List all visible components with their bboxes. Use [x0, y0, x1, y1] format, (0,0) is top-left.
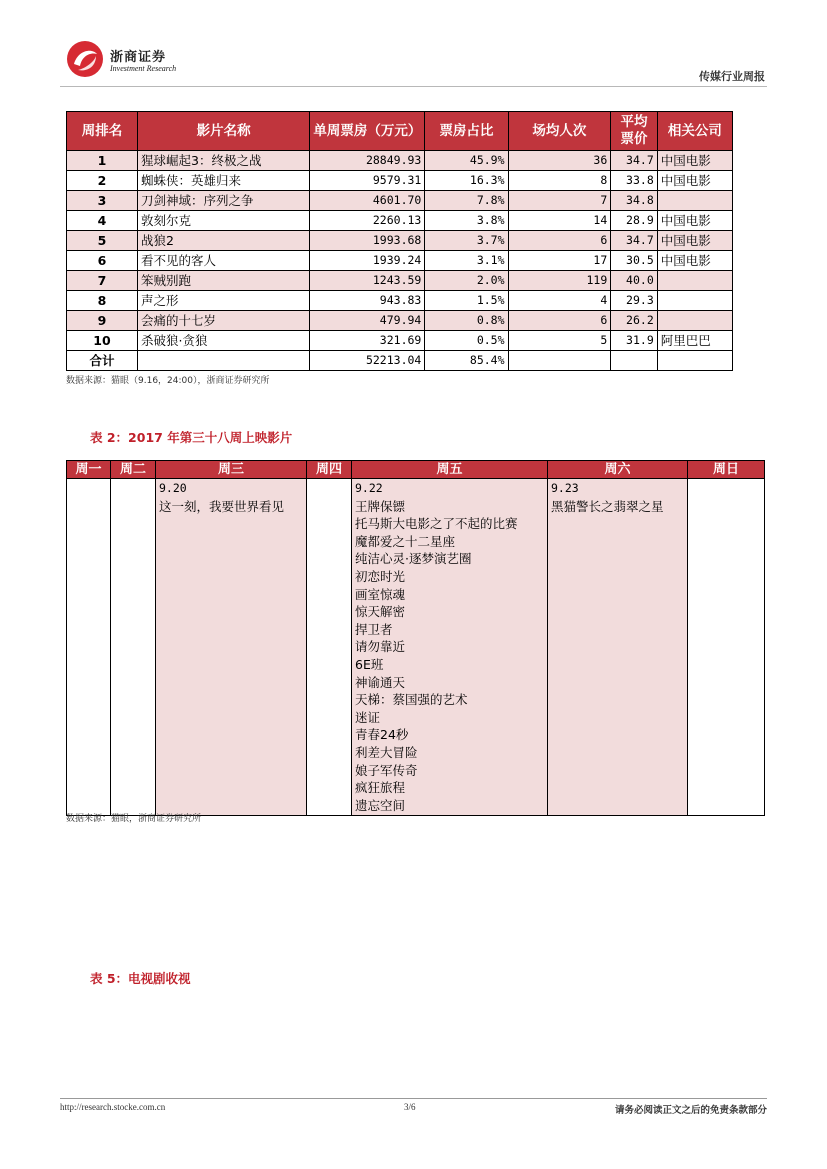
film-title: 6E班	[355, 656, 384, 672]
cell-avg-price: 31.9	[611, 331, 658, 351]
table-row	[67, 151, 733, 171]
day-header-fri: 周五	[352, 461, 548, 479]
cell-sat	[548, 479, 688, 816]
schedule-header-row	[67, 461, 765, 479]
logo-mark-icon	[66, 40, 104, 78]
col-header-share: 票房占比	[425, 112, 508, 151]
sat-date: 9.23	[551, 481, 579, 495]
cell-share: 3.8%	[425, 211, 508, 231]
page-number: 3/6	[404, 1102, 416, 1112]
total-row	[67, 351, 733, 371]
cell-film-name: 猩球崛起3：终极之战	[138, 151, 310, 171]
day-header-wed: 周三	[156, 461, 307, 479]
film-title: 初恋时光	[355, 568, 406, 584]
cell-film-name: 杀破狼·贪狼	[138, 331, 310, 351]
cell-per-show: 6	[508, 311, 611, 331]
header-divider	[60, 86, 767, 87]
total-box-office: 52213.04	[310, 351, 425, 371]
cell-per-show: 7	[508, 191, 611, 211]
cell-per-show: 119	[508, 271, 611, 291]
logo-en-text: Investment Research	[110, 64, 177, 73]
cell-avg-price: 26.2	[611, 311, 658, 331]
sat-film-list	[551, 498, 684, 516]
cell-film-name: 会痛的十七岁	[138, 311, 310, 331]
company-logo	[66, 38, 196, 82]
cell-film-name: 看不见的客人	[138, 251, 310, 271]
cell-company: 中国电影	[657, 251, 732, 271]
cell-box-office: 9579.31	[310, 171, 425, 191]
film-title: 迷证	[355, 709, 381, 725]
cell-share: 3.1%	[425, 251, 508, 271]
table-row	[67, 191, 733, 211]
film-title: 托马斯大电影之了不起的比赛	[355, 516, 518, 532]
cell-film-name: 声之形	[138, 291, 310, 311]
document-type: 传媒行业周报	[699, 70, 765, 83]
col-header-box: 单周票房（万元）	[310, 112, 425, 151]
logo-cn-text: 浙商证券	[110, 50, 167, 65]
film-title: 疯狂旅程	[355, 780, 406, 796]
box-office-body	[67, 151, 733, 371]
table5-caption: 表 5：电视剧收视	[90, 971, 191, 986]
film-title: 天梯：蔡国强的艺术	[355, 692, 468, 708]
day-header-sat: 周六	[548, 461, 688, 479]
cell-company	[657, 191, 732, 211]
cell-per-show: 8	[508, 171, 611, 191]
cell-film-name: 蜘蛛侠：英雄归来	[138, 171, 310, 191]
cell-box-office: 321.69	[310, 331, 425, 351]
cell-box-office: 943.83	[310, 291, 425, 311]
fri-film-list	[355, 498, 544, 815]
cell-tue	[111, 479, 156, 816]
table-row	[67, 211, 733, 231]
box-office-table	[66, 111, 733, 371]
film-title: 利差大冒险	[355, 744, 418, 760]
cell-share: 7.8%	[425, 191, 508, 211]
day-header-sun: 周日	[688, 461, 765, 479]
cell-share: 16.3%	[425, 171, 508, 191]
col-header-per-show: 场均人次	[508, 112, 611, 151]
cell-rank: 7	[67, 271, 138, 291]
table2-caption: 表 2：2017 年第三十八周上映影片	[90, 430, 293, 445]
cell-avg-price: 33.8	[611, 171, 658, 191]
day-header-mon: 周一	[67, 461, 111, 479]
table1-source: 数据来源：猫眼（9.16，24:00），浙商证券研究所	[66, 376, 270, 386]
cell-rank: 2	[67, 171, 138, 191]
footer-disclaimer: 请务必阅读正文之后的免责条款部分	[614, 1105, 767, 1116]
cell-avg-price: 34.7	[611, 151, 658, 171]
table2-source: 数据来源：猫眼，浙商证券研究所	[66, 814, 202, 824]
cell-avg-price: 34.7	[611, 231, 658, 251]
cell-rank: 3	[67, 191, 138, 211]
cell-rank: 6	[67, 251, 138, 271]
cell-box-office: 2260.13	[310, 211, 425, 231]
cell-company: 中国电影	[657, 151, 732, 171]
table-row	[67, 271, 733, 291]
film-title: 这一刻，我要世界看见	[159, 498, 285, 514]
table-row	[67, 291, 733, 311]
cell-sun	[688, 479, 765, 816]
cell-empty	[508, 351, 611, 371]
table-row	[67, 171, 733, 191]
table-row	[67, 331, 733, 351]
cell-avg-price: 29.3	[611, 291, 658, 311]
cell-film-name: 战狼2	[138, 231, 310, 251]
cell-per-show: 17	[508, 251, 611, 271]
col-header-film: 影片名称	[138, 112, 310, 151]
film-title: 青春24秒	[355, 727, 409, 743]
cell-thu	[307, 479, 352, 816]
film-title: 神谕通天	[355, 674, 406, 690]
cell-share: 2.0%	[425, 271, 508, 291]
cell-avg-price: 28.9	[611, 211, 658, 231]
cell-film-name: 笨贼别跑	[138, 271, 310, 291]
wed-date: 9.20	[159, 481, 187, 495]
cell-rank: 8	[67, 291, 138, 311]
cell-rank: 5	[67, 231, 138, 251]
cell-share: 0.8%	[425, 311, 508, 331]
cell-box-office: 1993.68	[310, 231, 425, 251]
cell-company	[657, 271, 732, 291]
film-title: 惊天解密	[355, 604, 406, 620]
cell-share: 3.7%	[425, 231, 508, 251]
cell-company	[657, 311, 732, 331]
cell-box-office: 479.94	[310, 311, 425, 331]
cell-share: 0.5%	[425, 331, 508, 351]
table-row	[67, 311, 733, 331]
total-share: 85.4%	[425, 351, 508, 371]
cell-avg-price: 30.5	[611, 251, 658, 271]
schedule-row	[67, 479, 765, 816]
film-title: 遗忘空间	[355, 797, 406, 813]
cell-rank: 4	[67, 211, 138, 231]
cell-per-show: 6	[508, 231, 611, 251]
fri-date: 9.22	[355, 481, 383, 495]
cell-per-show: 5	[508, 331, 611, 351]
cell-rank: 9	[67, 311, 138, 331]
wed-film-list	[159, 498, 303, 516]
cell-rank: 1	[67, 151, 138, 171]
cell-company: 中国电影	[657, 231, 732, 251]
col-header-rank: 周排名	[67, 112, 138, 151]
cell-box-office: 1939.24	[310, 251, 425, 271]
cell-fri	[352, 479, 548, 816]
cell-company: 中国电影	[657, 211, 732, 231]
cell-avg-price: 40.0	[611, 271, 658, 291]
footer-divider	[60, 1098, 767, 1099]
cell-per-show: 4	[508, 291, 611, 311]
day-header-tue: 周二	[111, 461, 156, 479]
cell-box-office: 4601.70	[310, 191, 425, 211]
cell-film-name: 刀剑神域：序列之争	[138, 191, 310, 211]
table-row	[67, 231, 733, 251]
cell-empty	[611, 351, 658, 371]
table-row	[67, 251, 733, 271]
cell-wed	[156, 479, 307, 816]
film-title: 王牌保镖	[355, 498, 406, 514]
film-title: 捍卫者	[355, 621, 393, 637]
release-schedule-table	[66, 460, 765, 816]
total-label: 合计	[67, 351, 138, 371]
cell-company: 阿里巴巴	[657, 331, 732, 351]
cell-empty	[657, 351, 732, 371]
col-header-price: 平均票价	[611, 112, 658, 151]
cell-per-show: 36	[508, 151, 611, 171]
cell-company	[657, 291, 732, 311]
film-title: 黑猫警长之翡翠之星	[551, 498, 664, 514]
film-title: 纯洁心灵·逐梦演艺圈	[355, 551, 472, 567]
film-title: 请勿靠近	[355, 639, 406, 655]
footer-url[interactable]: http://research.stocke.com.cn	[60, 1102, 166, 1112]
cell-mon	[67, 479, 111, 816]
cell-share: 1.5%	[425, 291, 508, 311]
cell-per-show: 14	[508, 211, 611, 231]
cell-avg-price: 34.8	[611, 191, 658, 211]
cell-box-office: 28849.93	[310, 151, 425, 171]
cell-share: 45.9%	[425, 151, 508, 171]
day-header-thu: 周四	[307, 461, 352, 479]
col-header-company: 相关公司	[657, 112, 732, 151]
film-title: 魔都爱之十二星座	[355, 533, 456, 549]
cell-film-name: 敦刻尔克	[138, 211, 310, 231]
table-header-row	[67, 112, 733, 151]
film-title: 画室惊魂	[355, 586, 406, 602]
cell-empty	[138, 351, 310, 371]
cell-box-office: 1243.59	[310, 271, 425, 291]
cell-rank: 10	[67, 331, 138, 351]
film-title: 娘子军传奇	[355, 762, 418, 778]
cell-company: 中国电影	[657, 171, 732, 191]
